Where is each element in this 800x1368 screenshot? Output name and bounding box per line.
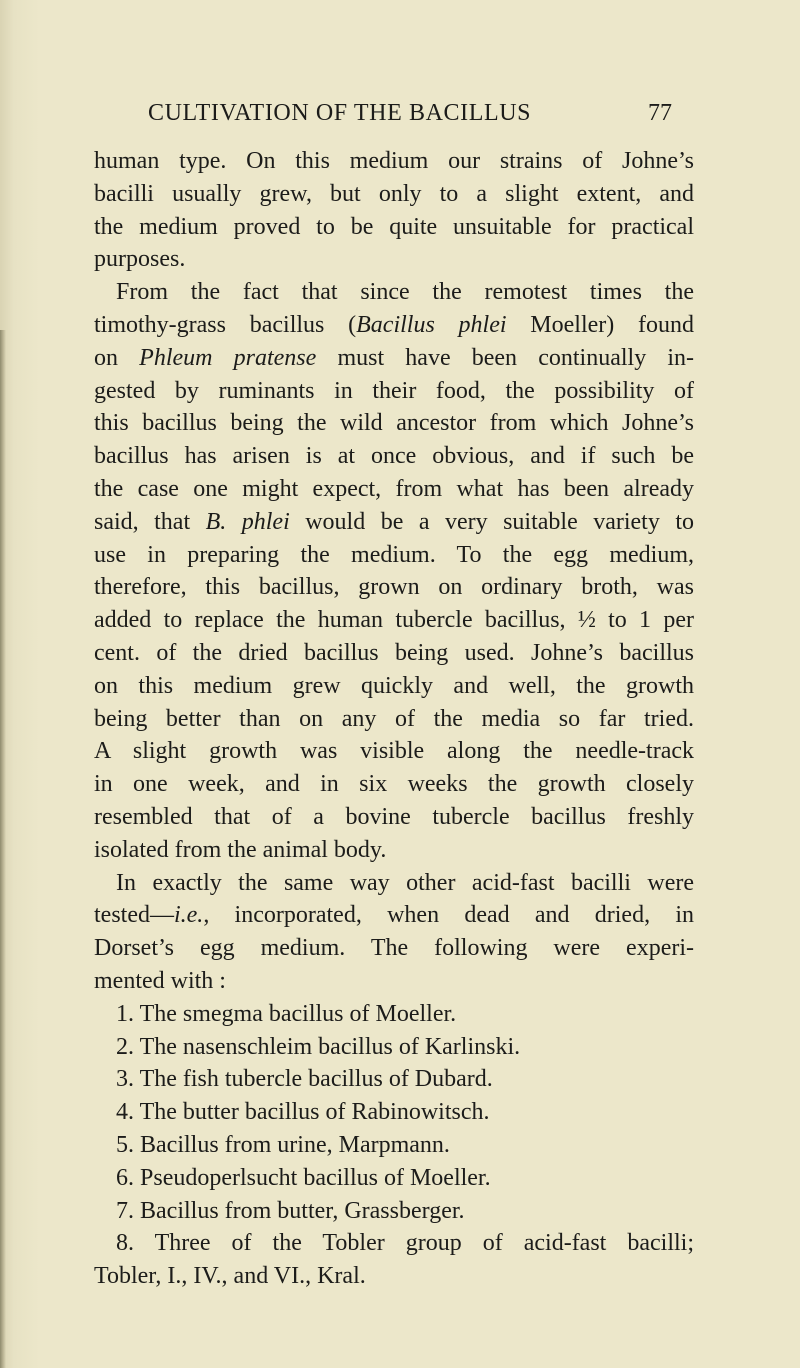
text-line (94, 309, 694, 342)
text-fragment: timothy-grass bacillus ( (94, 311, 357, 338)
text-line: 8. Three of the Tobler group of acid-fast bacilli; (116, 1230, 694, 1257)
text-line (94, 506, 694, 539)
italic-species-name: Phleum pratense (139, 344, 317, 371)
text-line: use in preparing the medium. To the egg medium, (94, 541, 694, 568)
text-line: this bacillus being the wild ancestor from which Johne’s (94, 410, 694, 437)
bacilli-list (94, 998, 694, 1293)
page-binding-edge (0, 330, 6, 1368)
text-line: A slight growth was visible along the needle-track (94, 738, 694, 765)
list-item: 2. The nasenschleim bacillus of Karlinski. (116, 1033, 521, 1060)
text-line: bacilli usually grew, but only to a slight extent, and (94, 180, 694, 207)
text-fragment: Moeller) found (506, 311, 694, 338)
list-item: 7. Bacillus from butter, Grassberger. (116, 1197, 465, 1224)
paragraph-2 (94, 276, 694, 866)
list-item: 1. The smegma bacillus of Moeller. (116, 1000, 457, 1027)
text-fragment: would be a very suitable variety to (289, 508, 694, 535)
text-fragment: must have been continually in- (316, 344, 695, 371)
text-line: resembled that of a bovine tubercle bacillus freshly (94, 803, 694, 830)
list-item: 4. The butter bacillus of Rabinowitsch. (116, 1099, 490, 1126)
paragraph-3 (94, 867, 694, 998)
text-line: purposes. (94, 246, 186, 273)
text-fragment: on (94, 344, 140, 371)
text-line: cent. of the dried bacillus being used. Johne’s bacillus (94, 639, 694, 666)
list-item (94, 1227, 694, 1293)
text-line: the case one might expect, from what has been already (94, 475, 694, 502)
text-line: gested by ruminants in their food, the possibility of (94, 377, 694, 404)
italic-species-name: B. phlei (205, 508, 290, 535)
text-line: In exactly the same way other acid-fast bacilli were (116, 869, 694, 896)
text-line: being better than on any of the media so far tried. (94, 705, 694, 732)
text-fragment: tested— (94, 902, 174, 929)
italic-abbreviation: i.e. (173, 902, 204, 929)
text-line (94, 342, 694, 375)
paragraph-1 (94, 145, 694, 276)
text-line: on this medium grew quickly and well, the growth (94, 672, 694, 699)
body-text (94, 145, 694, 1293)
text-line: From the fact that since the remotest times the (116, 279, 694, 306)
text-fragment: , incorporated, when dead and dried, in (203, 902, 694, 929)
list-item: 6. Pseudoperlsucht bacillus of Moeller. (116, 1164, 491, 1191)
text-line: isolated from the animal body. (94, 836, 387, 863)
running-title: CULTIVATION OF THE BACILLUS (148, 100, 532, 126)
text-line: Tobler, I., IV., and VI., Kral. (94, 1263, 366, 1290)
italic-species-name: Bacillus phlei (356, 311, 507, 338)
text-line: Dorset’s egg medium. The following were experi- (94, 935, 694, 962)
text-line: bacillus has arisen is at once obvious, and if such be (94, 443, 694, 470)
text-line: the medium proved to be quite unsuitable for practical (94, 213, 694, 240)
text-fragment: said, that (94, 508, 206, 535)
page-number: 77 (648, 100, 672, 126)
text-line (94, 899, 694, 932)
text-line: mented with : (94, 967, 226, 994)
page-header (148, 100, 672, 140)
list-item: 5. Bacillus from urine, Marpmann. (116, 1131, 450, 1158)
text-line: in one week, and in six weeks the growth closely (94, 771, 694, 798)
text-line: added to replace the human tubercle bacillus, ½ to 1 per (94, 607, 694, 634)
text-line: human type. On this medium our strains of Johne’s (94, 148, 694, 174)
text-line: therefore, this bacillus, grown on ordinary broth, was (94, 574, 694, 601)
list-item: 3. The fish tubercle bacillus of Dubard. (116, 1066, 493, 1093)
